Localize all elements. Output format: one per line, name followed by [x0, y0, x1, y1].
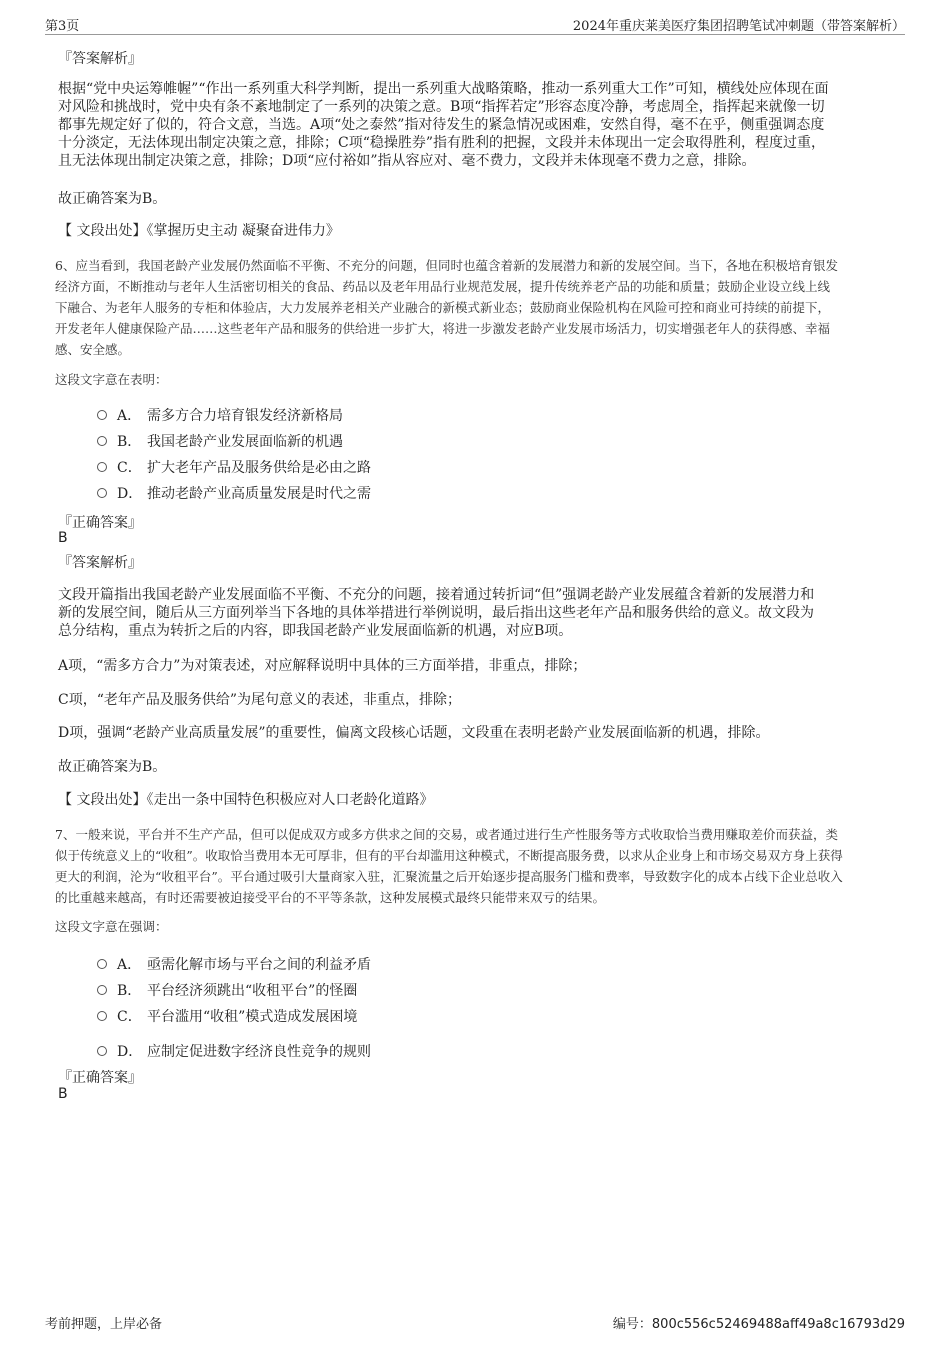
q6-source: 【 文段出处】《走出一条中国特色积极应对人口老龄化道路》: [58, 792, 434, 808]
q6-note-a: A项，“需多方合力”为对策表述，对应解释说明中具体的三方面举措，非重点，排除；: [58, 658, 587, 674]
q6-option-b[interactable]: B． 我国老龄产业发展面临新的机遇: [97, 431, 343, 451]
page-header: [45, 14, 905, 35]
q7-answer: B: [58, 1086, 68, 1102]
q6-answer-label: 『正确答案』: [58, 515, 142, 531]
radio-icon[interactable]: [97, 462, 107, 472]
q7-option-c[interactable]: C． 平台滥用“收租”模式造成发展困境: [97, 1006, 357, 1026]
q7-prompt: 这段文字意在强调：: [55, 919, 168, 934]
q6-conclusion: 故正确答案为B。: [58, 759, 167, 775]
radio-icon[interactable]: [97, 436, 107, 446]
radio-icon[interactable]: [97, 1011, 107, 1021]
q6-stem: [55, 255, 838, 360]
stem-line: 经济方面，不断推动与老年人生活密切相关的食品、药品以及老年用品行业规范发展，提升传统养老产品的功能和质量；鼓励企业设立线上线: [55, 279, 831, 294]
q6-analysis-label: 『答案解析』: [58, 555, 142, 571]
q6-prompt: 这段文字意在表明：: [55, 372, 168, 387]
radio-icon[interactable]: [97, 410, 107, 420]
analysis-line: 对风险和挑战时，党中央有条不紊地制定了一系列的决策之意。B项“指挥若定”形容态度冷静，考虑周全，指挥起来就像一切: [58, 99, 825, 115]
document-title: 2024年重庆莱美医疗集团招聘笔试冲刺题（带答案解析）: [572, 19, 905, 34]
q7-option-b[interactable]: B． 平台经济须跳出“收租平台”的怪圈: [97, 980, 357, 1000]
footer-slogan: 考前押题，上岸必备: [45, 1317, 163, 1332]
q6-option-a[interactable]: A． 需多方合力培育银发经济新格局: [97, 405, 343, 425]
stem-line: 似于传统意义上的“收租”。收取恰当费用本无可厚非，但有的平台却滥用这种模式，不断提高服务费，以求从企业身上和市场交易双方身上获得: [55, 848, 843, 863]
radio-icon[interactable]: [97, 1046, 107, 1056]
stem-line: 下融合、为老年人服务的专柜和体验店，大力发展养老相关产业融合的新模式新业态；鼓励商业保险机构在风险可控和商业可持续的前提下，: [55, 300, 831, 315]
q6-note-c: C项，“老年产品及服务供给”为尾句意义的表述，非重点，排除；: [58, 692, 462, 708]
q6-answer: B: [58, 530, 68, 546]
analysis-line: 新的发展空间，随后从三方面列举当下各地的具体举措进行举例说明，最后指出这些老年产品和服务供给的意义。故文段为: [58, 605, 814, 621]
q6-analysis: [58, 586, 814, 640]
q5-analysis: [58, 80, 829, 170]
analysis-line: 十分淡定，无法体现出制定决策之意，排除；C项“稳操胜券”指有胜利的把握，文段并未体现出一定会取得胜利，程度过重，: [58, 135, 826, 151]
q7-option-a[interactable]: A． 亟需化解市场与平台之间的利益矛盾: [97, 954, 371, 974]
analysis-line: 总分结构，重点为转折之后的内容，即我国老龄产业发展面临新的机遇，对应B项。: [58, 623, 573, 639]
stem-line: 7、一般来说，平台并不生产产品，但可以促成双方或多方供求之间的交易，或者通过进行生产性服务等方式收取恰当费用赚取差价而获益，类: [55, 827, 838, 842]
analysis-line: 都事先规定好了似的，符合文意，当选。A项“处之泰然”指对待发生的紧急情况或困难，安然自得，毫不在乎，侧重强调态度: [58, 117, 825, 133]
page-number: 第3页: [45, 19, 80, 34]
stem-line: 更大的利润，沦为“收租平台”。平台通过吸引大量商家入驻，汇聚流量之后开始逐步提高服务门槛和费率，导致数字化的成本占线下企业总收入: [55, 869, 843, 884]
q7-answer-label: 『正确答案』: [58, 1070, 142, 1086]
q6-option-d[interactable]: D． 推动老龄产业高质量发展是时代之需: [97, 483, 371, 503]
q6-option-c[interactable]: C． 扩大老年产品及服务供给是必由之路: [97, 457, 371, 477]
stem-line: 的比重越来越高，有时还需要被迫接受平台的不平等条款，这种发展模式最终只能带来双亏的结果。: [55, 890, 606, 905]
stem-line: 开发老年人健康保险产品……这些老年产品和服务的供给进一步扩大，将进一步激发老龄产业发展市场活力，切实增强老年人的获得感、幸福: [55, 321, 831, 336]
q5-analysis-label: 『答案解析』: [58, 51, 142, 67]
radio-icon[interactable]: [97, 488, 107, 498]
radio-icon[interactable]: [97, 959, 107, 969]
q7-option-d[interactable]: D． 应制定促进数字经济良性竞争的规则: [97, 1041, 371, 1061]
radio-icon[interactable]: [97, 985, 107, 995]
q5-source: 【 文段出处】《掌握历史主动 凝聚奋进伟力》: [58, 223, 340, 239]
stem-line: 6、应当看到，我国老龄产业发展仍然面临不平衡、不充分的问题，但同时也蕴含着新的发展潜力和新的发展空间。当下，各地在积极培育银发: [55, 258, 838, 273]
analysis-line: 且无法体现出制定决策之意，排除；D项“应付裕如”指从容应对、毫不费力，文段并未体现毫不费力之意，排除。: [58, 153, 756, 169]
stem-line: 感、安全感。: [55, 342, 131, 357]
q6-note-d: D项，强调“老龄产业高质量发展”的重要性，偏离文段核心话题，文段重在表明老龄产业发展面临新的机遇，排除。: [58, 725, 770, 741]
analysis-line: 根据“党中央运筹帷幄”“作出一系列重大科学判断，提出一系列重大战略策略，推动一系列重大工作”可知，横线处应体现在面: [58, 81, 829, 97]
analysis-line: 文段开篇指出我国老龄产业发展面临不平衡、不充分的问题，接着通过转折词“但”强调老龄产业发展蕴含着新的发展潜力和: [58, 587, 815, 603]
document-code: 编号：800c556c52469488aff49a8c16793d29: [612, 1317, 905, 1332]
q7-stem: [55, 824, 843, 908]
q5-conclusion: 故正确答案为B。: [58, 191, 167, 207]
